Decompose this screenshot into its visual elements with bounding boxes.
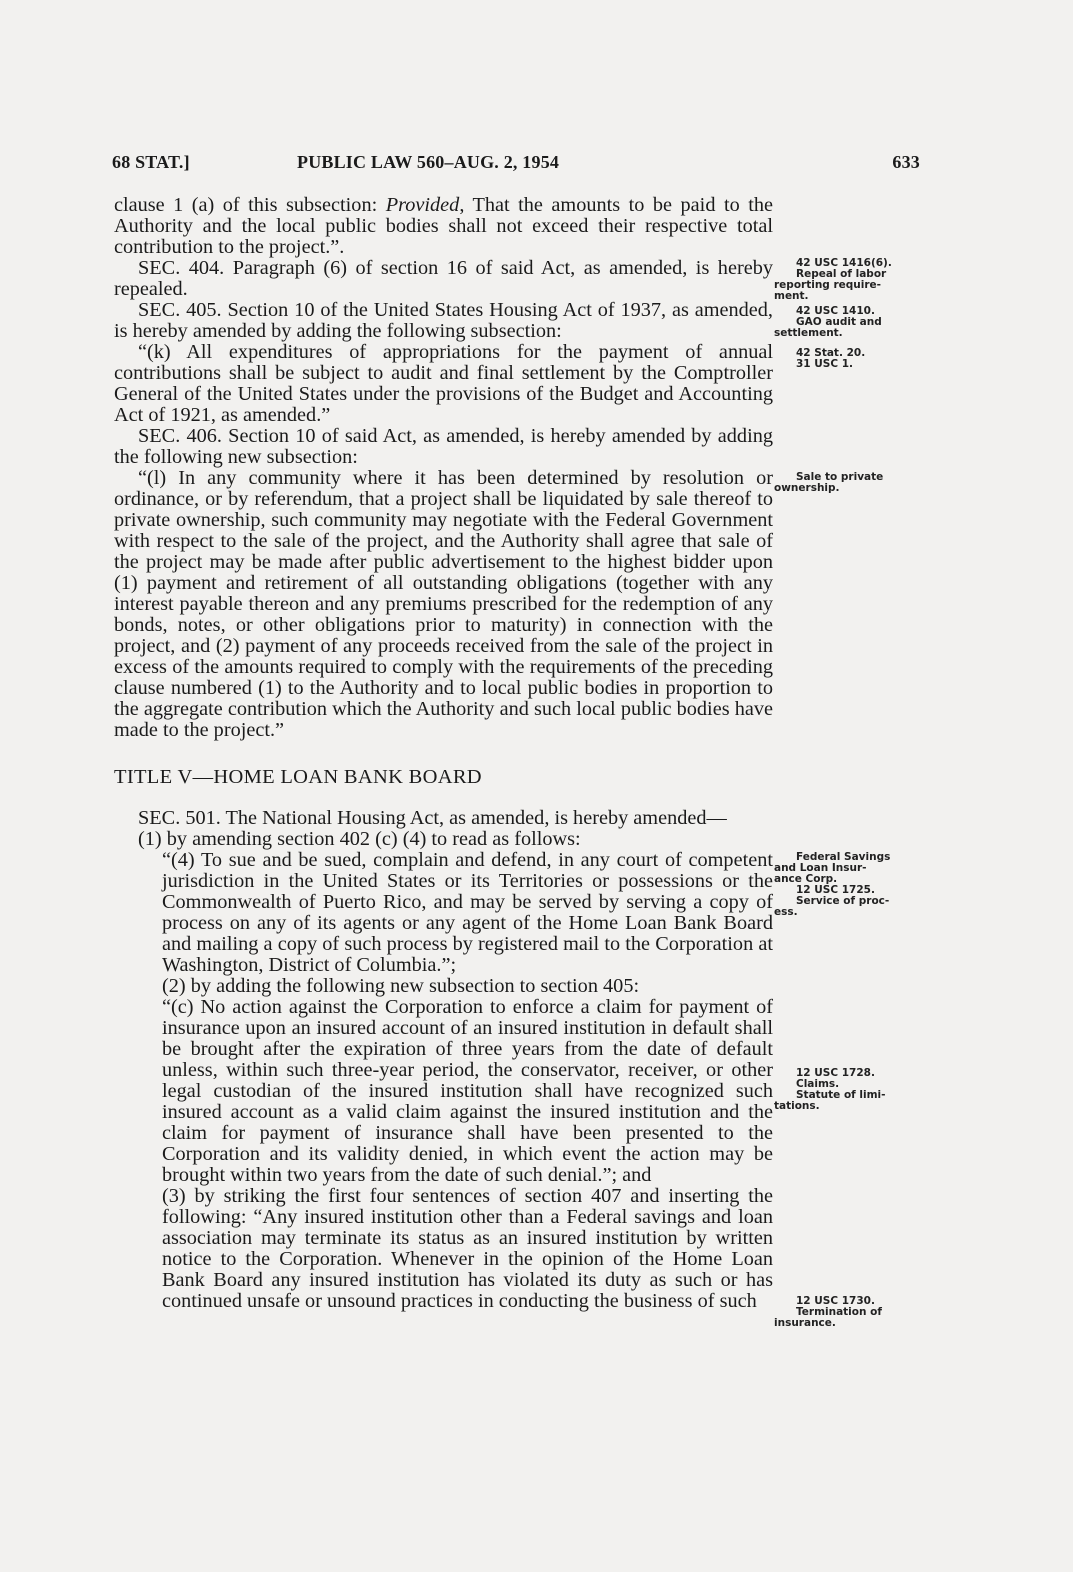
margin-note-termination: 12 USC 1730. Termination of insurance. bbox=[774, 1295, 882, 1329]
main-text bbox=[114, 195, 773, 1312]
paragraph-item-1: (1) by amending section 402 (c) (4) to read as follows: bbox=[138, 828, 581, 850]
margin-note-gao: 42 USC 1410. GAO audit and settlement. bbox=[774, 305, 882, 339]
paragraph-subsection-l: “(l) In any community where it has been determined by resolution or ordinance, or by referendum, that a project shall be liquidated by sale thereof to private ownership, such community may negotiate with the Federal Government with respect to the sale of the project, and the Authority shall agree that sale of the project may be made after public advertisement to the highest bidder upon (1) payment and retirement of all outstanding obligations (together with any interest payable thereon and any premiums prescribed for the redemption of any bonds, notes, or other obligations prior to maturity) in connection with the project, and (2) payment of any proceeds received from the sale of the project in excess of the amounts required to comply with the requirements of the preceding clause numbered (1) to the Authority and to local public bodies in proportion to the aggregate contribution which the Authority and such local public bodies have made to the project.” bbox=[114, 467, 773, 741]
header-stat-ref: 68 STAT.] bbox=[112, 152, 190, 172]
paragraph-clause: clause 1 (a) of this subsection: Provided, That the amounts to be paid to the Authority and the local public bodies shall not exceed their respective total contribution to the project.”. bbox=[114, 194, 773, 258]
paragraph-quote-4: “(4) To sue and be sued, complain and defend, in any court of competent jurisdiction in the United States or its Territories or possessions or the Commonwealth of Puerto Rico, and may be served by serving a copy of process on any of its agents or any agent of the Home Loan Bank Board and mailing a copy of such process by registered mail to the Corporation at Washington, District of Columbia.”; bbox=[162, 849, 773, 976]
paragraph-sec-406: SEC. 406. Section 10 of said Act, as amended, is hereby amended by adding the following new subsection: bbox=[114, 425, 773, 468]
margin-note-sale: Sale to private ownership. bbox=[774, 471, 884, 494]
margin-note-stat: 42 Stat. 20. 31 USC 1. bbox=[796, 347, 866, 370]
paragraph-sec-404: SEC. 404. Paragraph (6) of section 16 of said Act, as amended, is hereby repealed. bbox=[114, 257, 773, 300]
header-law-title: PUBLIC LAW 560–AUG. 2, 1954 bbox=[297, 152, 560, 172]
page-number: 633 bbox=[892, 152, 920, 172]
paragraph-quote-c: “(c) No action against the Corporation to enforce a claim for payment of insurance upon an insured account of an insured institution in default shall be brought after the expiration of three years from the date of default unless, within such three-year period, the conservator, receiver, or other legal custodian of the insured institution shall have recognized such insured account as a valid claim against the insured institution and the claim for payment of insurance shall have been presented to the Corporation and its validity denied, in which event the action may be brought within two years from the date of such denial.”; and bbox=[162, 996, 773, 1186]
paragraph-item-3: (3) by striking the first four sentences of section 407 and inserting the following: “Any insured institution other than a Federal savings and loan association may terminate its status as an insured institution by written notice to the Corporation. Whenever in the opinion of the Home Loan Bank Board any insured institution has violated its duty as such or has continued unsafe or unsound practices in conducting the business of such bbox=[162, 1185, 773, 1312]
margin-note-fslic: Federal Savings and Loan Insur- ance Corp. 12 USC 1725. Service of proc- ess. bbox=[774, 851, 891, 918]
margin-note-claims: 12 USC 1728. Claims. Statute of limi- tations. bbox=[774, 1067, 886, 1112]
margin-note-repeal: 42 USC 1416(6). Repeal of labor reporting require- ment. bbox=[774, 257, 892, 302]
paragraph-sec-405: SEC. 405. Section 10 of the United States Housing Act of 1937, as amended, is hereby amended by adding the following subsection: bbox=[114, 299, 773, 342]
paragraph-sec-501: SEC. 501. The National Housing Act, as amended, is hereby amended— bbox=[138, 807, 727, 829]
title-heading: TITLE V—HOME LOAN BANK BOARD bbox=[114, 766, 482, 788]
paragraph-item-2: (2) by adding the following new subsection to section 405: bbox=[162, 975, 640, 997]
paragraph-subsection-k: “(k) All expenditures of appropriations for the payment of annual contributions shall be subject to audit and final settlement by the Comptroller General of the United States under the provisions of the Budget and Accounting Act of 1921, as amended.” bbox=[114, 341, 773, 426]
page-header bbox=[112, 152, 920, 178]
